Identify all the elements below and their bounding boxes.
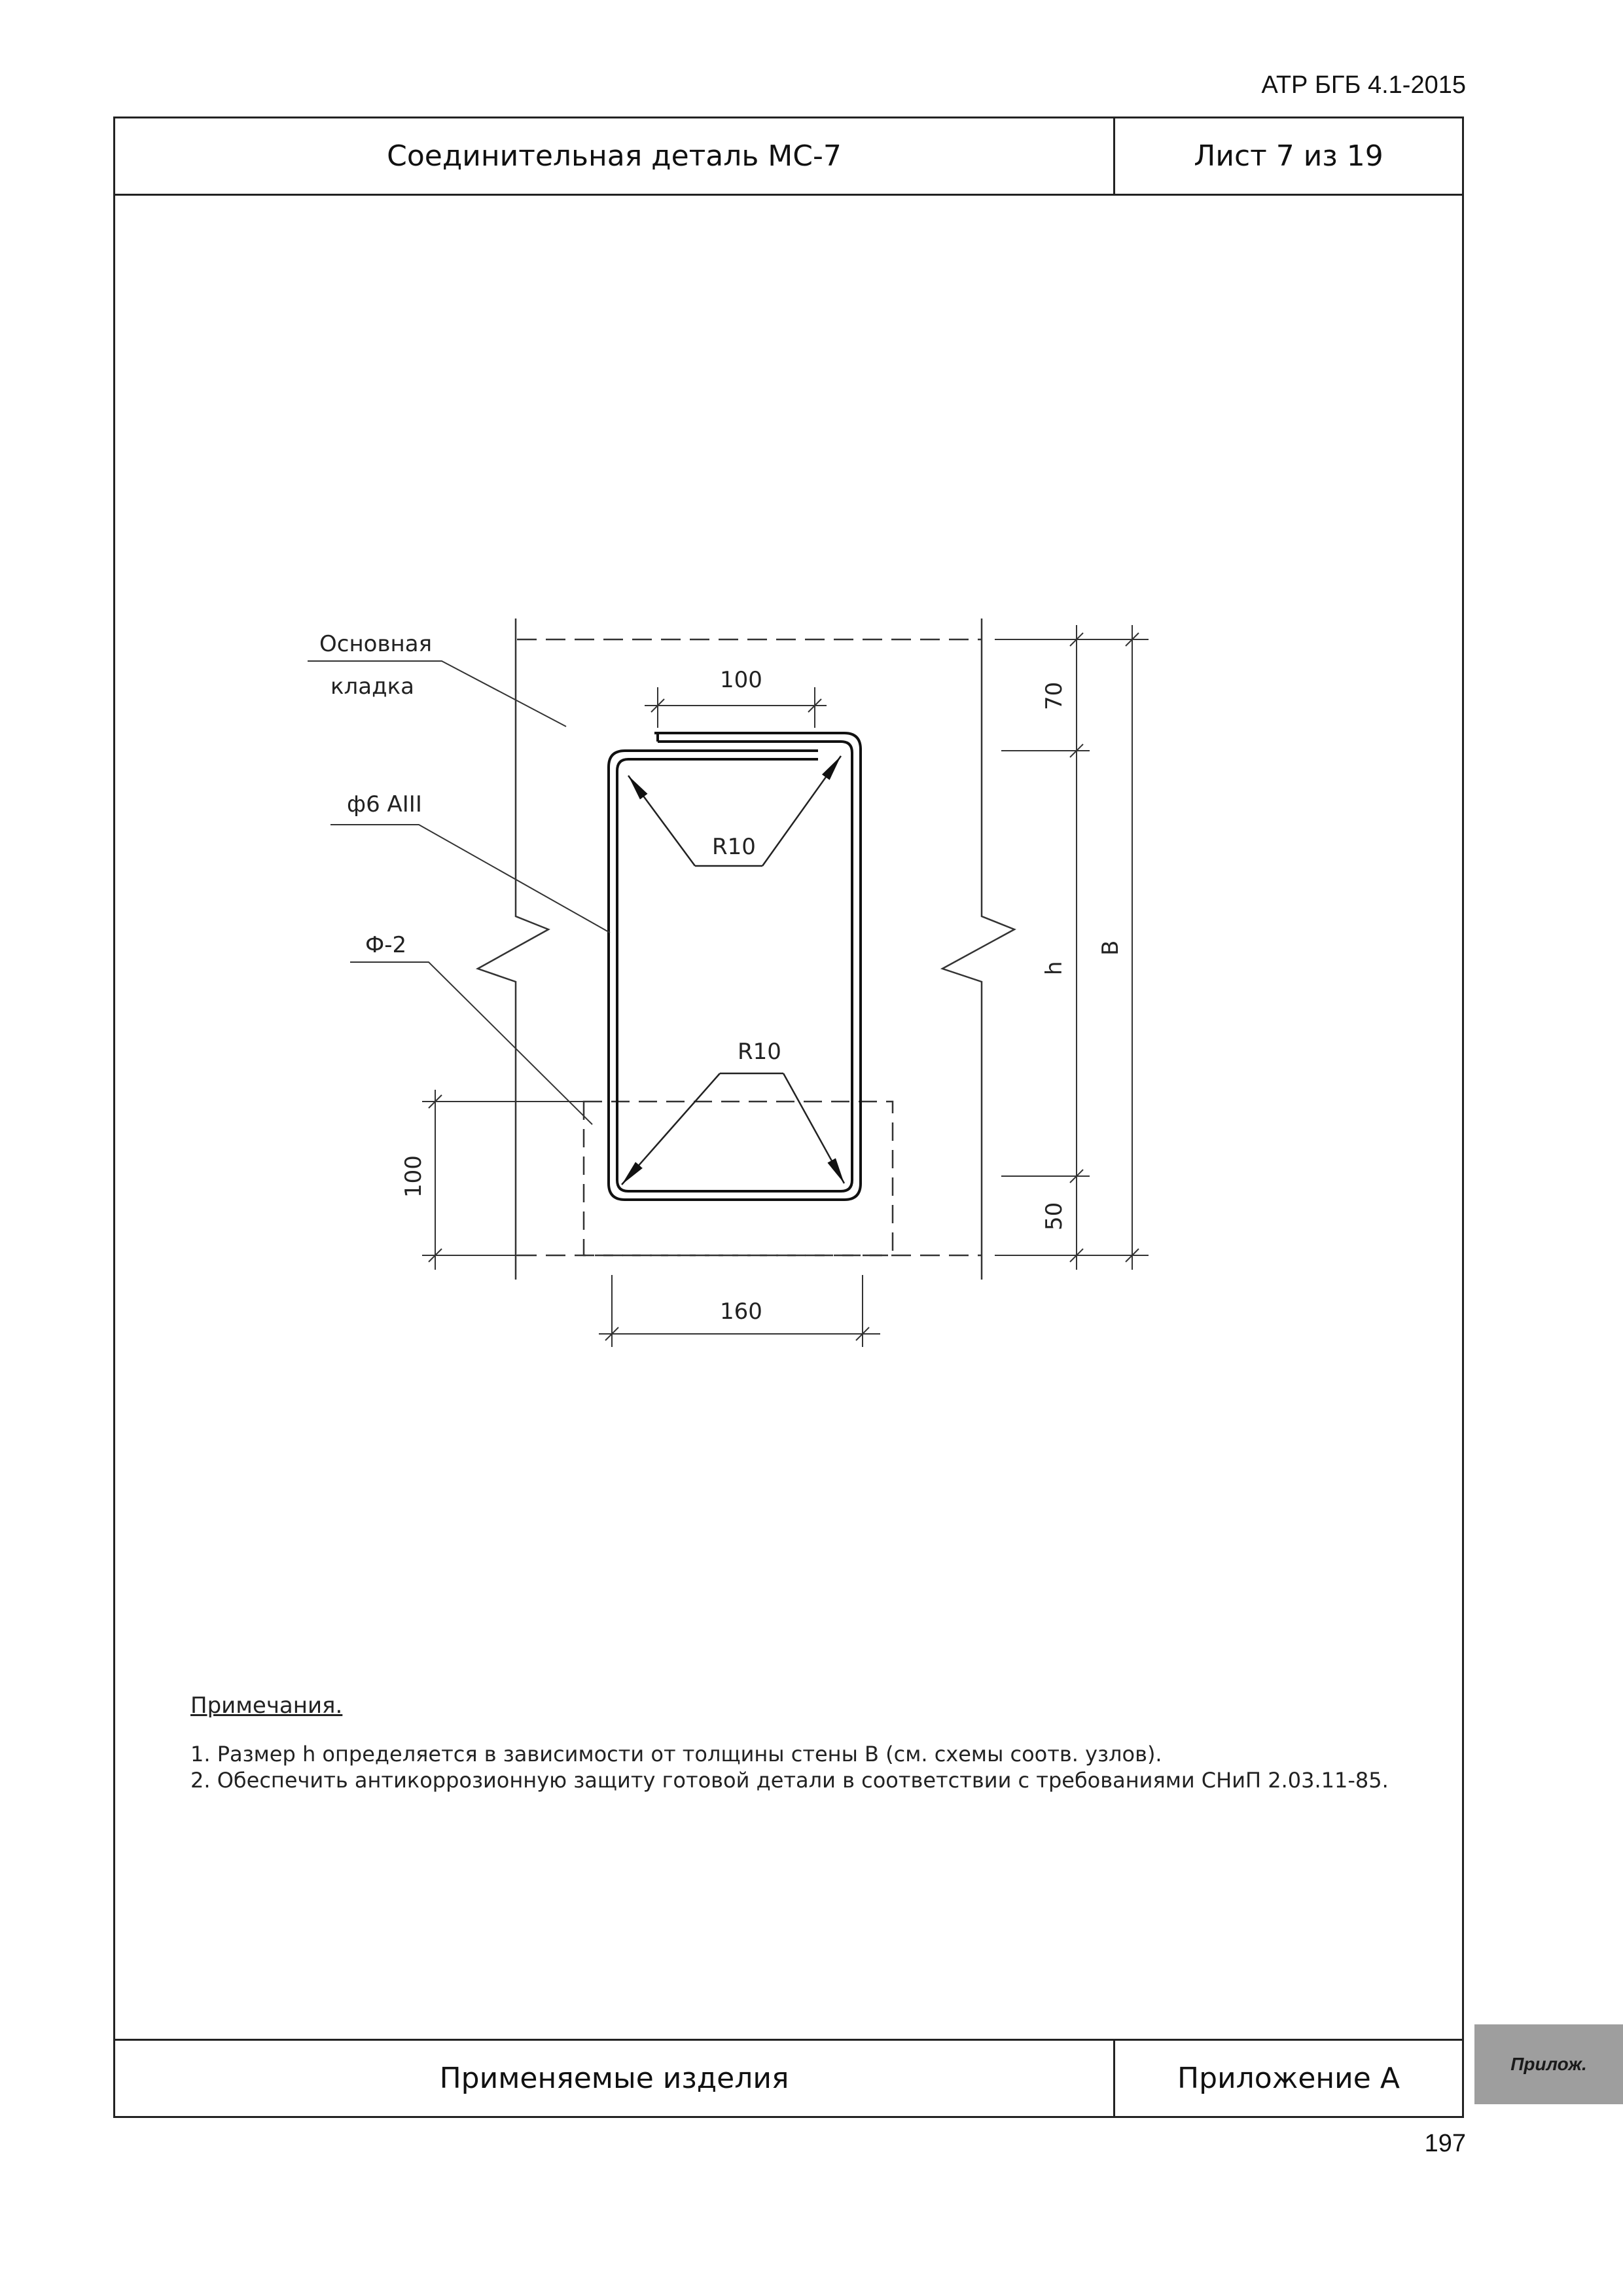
dim-top-offset: 70: [1041, 681, 1067, 710]
masonry-label-line1: Основная: [319, 631, 433, 657]
footer-title: Применяемые изделия: [115, 2041, 1115, 2116]
masonry-right-edge: [942, 619, 1014, 1280]
dim-wall-thickness: B: [1097, 940, 1124, 956]
note-item-2: 2. Обеспечить антикоррозионную защиту готовой детали в соответствии с требованиями СНиП 2.03.11-85.: [190, 1768, 1389, 1793]
dim-hook-length: 100: [720, 667, 762, 693]
footer-appendix: Приложение А: [1177, 2062, 1400, 2095]
radius-top-leader-right: [762, 756, 841, 866]
radius-bottom-leader-left: [622, 1073, 720, 1185]
radius-bottom-leader-right: [783, 1073, 844, 1183]
dim-height-h: h: [1041, 961, 1067, 975]
sheet-title: Соединительная деталь МС-7: [115, 118, 1115, 194]
rebar-leader: [330, 825, 610, 933]
rebar-outer: [609, 733, 861, 1200]
sheet-number: Лист 7 из 19: [1194, 139, 1383, 173]
document-code: АТР БГБ 4.1-2015: [1261, 71, 1466, 99]
notes-title: Примечания.: [190, 1693, 343, 1719]
page-number: 197: [1424, 2130, 1466, 2157]
radius-top-leader-left: [628, 776, 695, 866]
masonry-left-edge: [478, 619, 548, 1280]
part-label: Ф-2: [365, 932, 407, 958]
dim-part-height: 100: [401, 1155, 427, 1198]
masonry-label-line2: кладка: [330, 673, 414, 700]
part-leader: [350, 962, 592, 1124]
dim-bottom-offset: 50: [1041, 1202, 1067, 1230]
part-f2-outline: [584, 1102, 893, 1255]
rebar-label: ф6 АIII: [347, 791, 422, 817]
dim-part-width: 160: [720, 1299, 762, 1325]
note-item-1: 1. Размер h определяется в зависимости от толщины стены В (см. схемы соотв. узлов).: [190, 1742, 1162, 1767]
radius-top-label: R10: [712, 834, 756, 860]
appendix-side-tab[interactable]: Прилож.: [1474, 2024, 1623, 2104]
radius-bottom-label: R10: [738, 1039, 781, 1065]
